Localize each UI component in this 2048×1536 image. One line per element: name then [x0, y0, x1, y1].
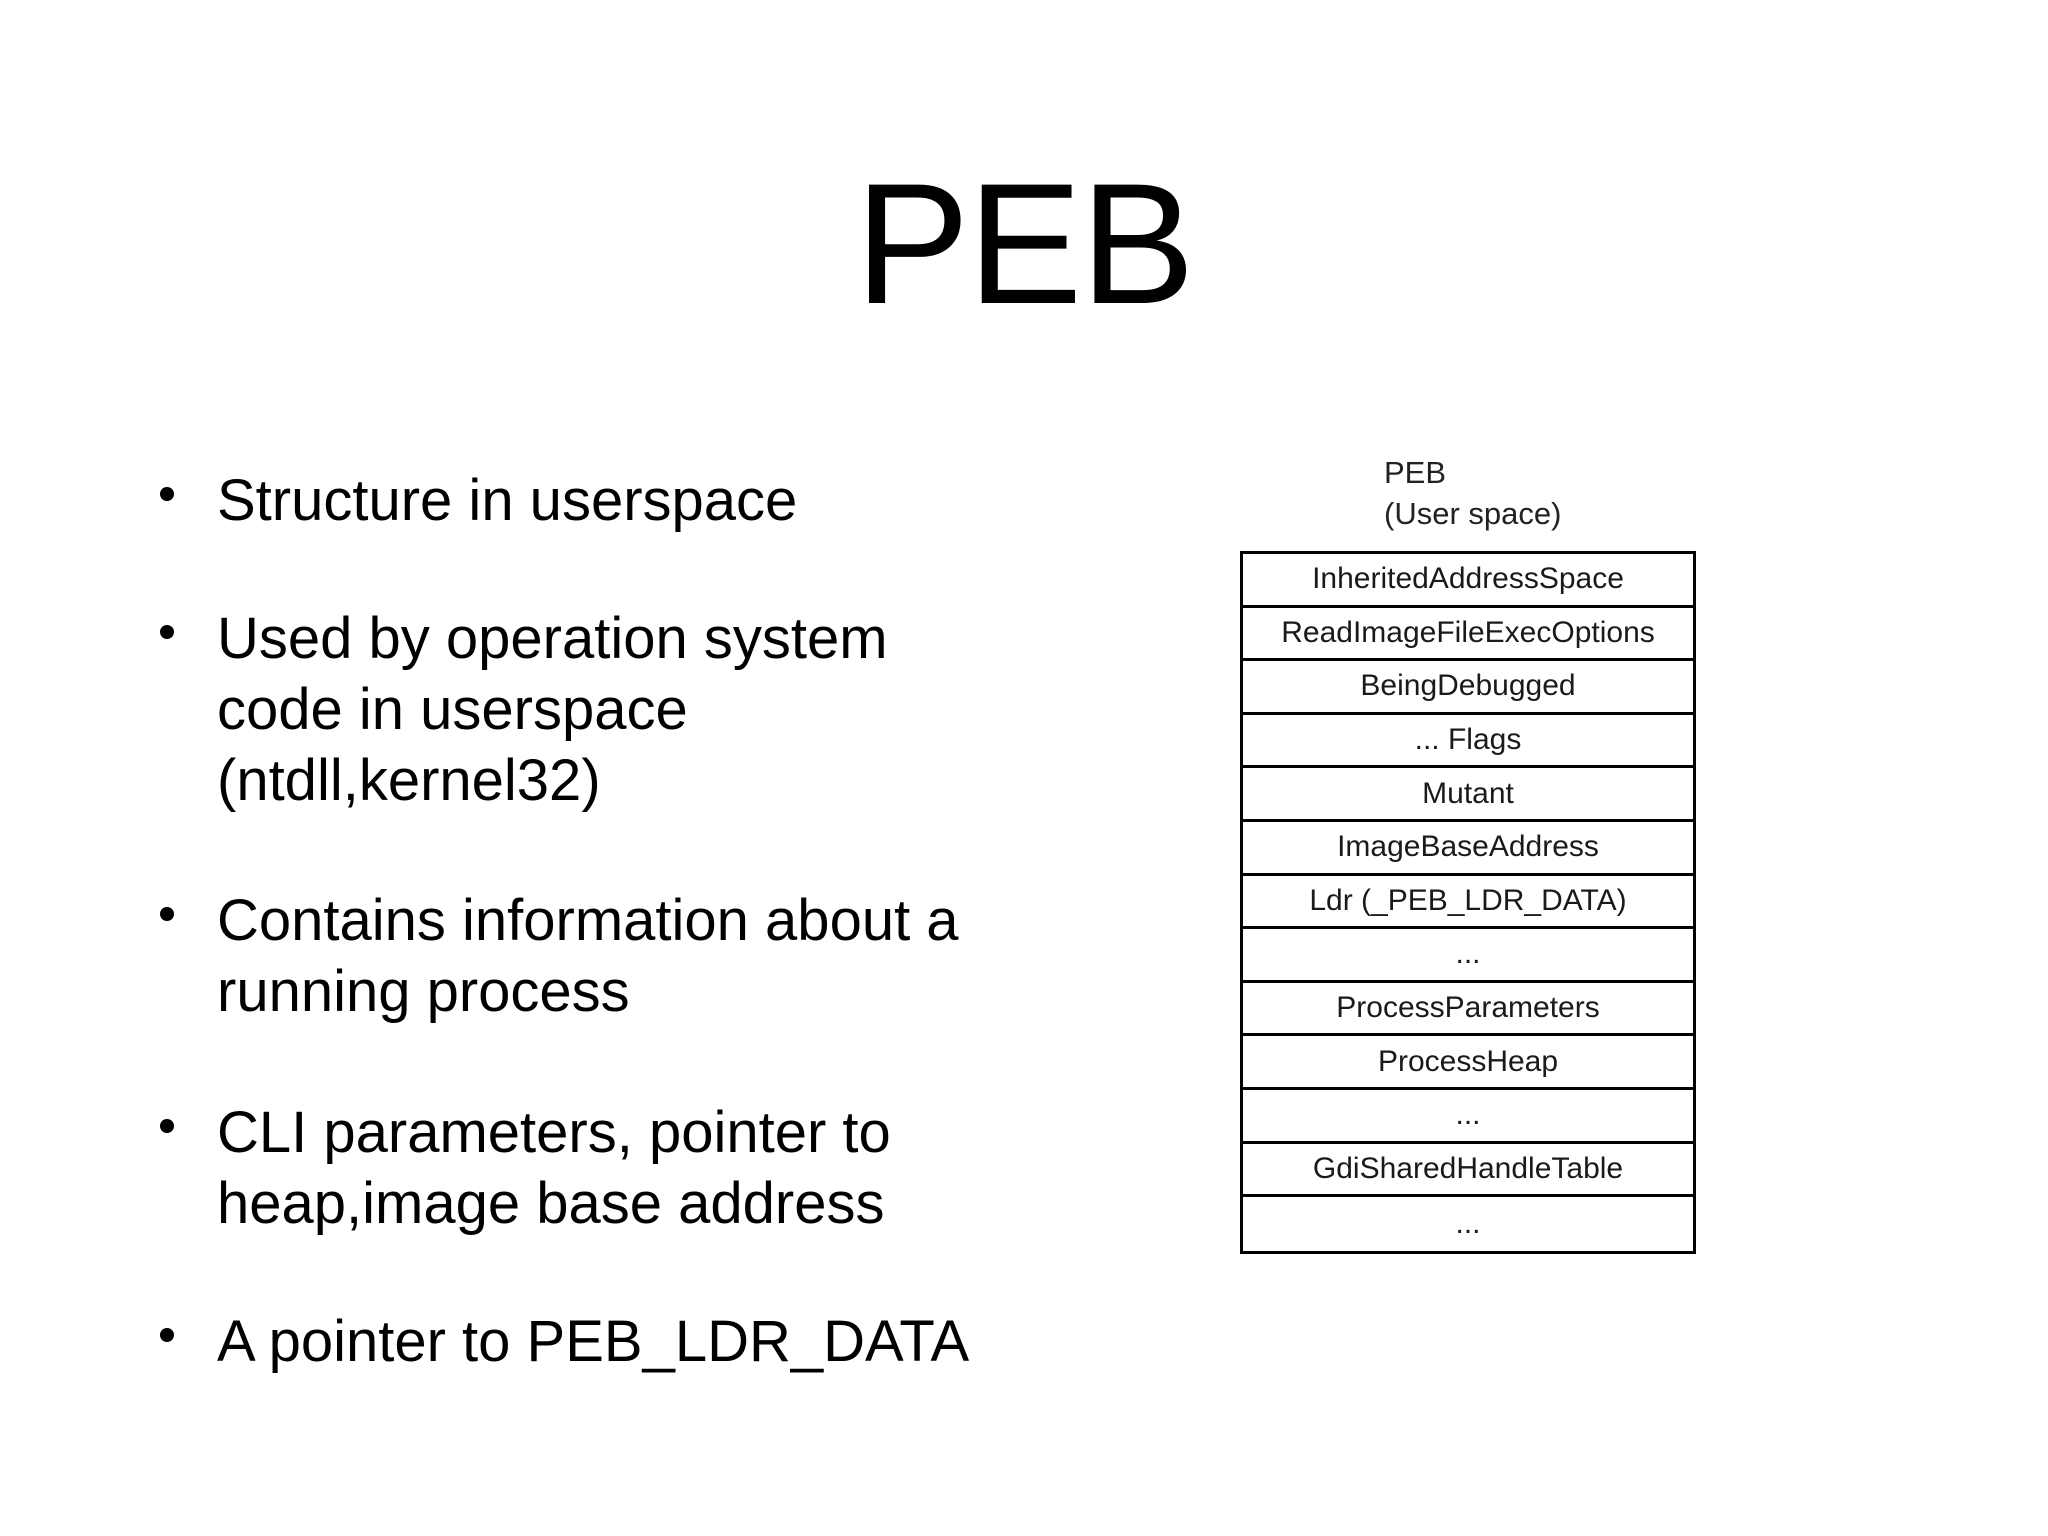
bullet-dot-icon [160, 487, 174, 501]
struct-field: ... [1455, 1206, 1481, 1240]
diagram-caption [1384, 452, 1561, 534]
bullet-text: Contains information about a running process [217, 888, 959, 1024]
bullet-text: Used by operation system code in userspace (ntdll,kernel32) [217, 606, 888, 813]
struct-field: ProcessParameters [1243, 983, 1693, 1037]
diagram-caption-subtitle: (User space) [1384, 496, 1562, 531]
struct-field: ... [1243, 1090, 1693, 1144]
bullet-dot-icon [160, 625, 174, 639]
struct-field: ProcessHeap [1243, 1036, 1693, 1090]
struct-field: Ldr (_PEB_LDR_DATA) [1243, 876, 1693, 930]
struct-field: BeingDebugged [1243, 661, 1693, 715]
bullet-dot-icon [160, 1328, 174, 1342]
bullet-text: Structure in userspace [217, 468, 798, 533]
struct-field: ReadImageFileExecOptions [1243, 608, 1693, 662]
bullet-text: A pointer to PEB_LDR_DATA [217, 1309, 970, 1374]
struct-field: Mutant [1243, 768, 1693, 822]
peb-structure-diagram [1240, 551, 1696, 1254]
struct-field: ImageBaseAddress [1243, 822, 1693, 876]
struct-field: InheritedAddressSpace [1243, 554, 1693, 608]
bullet-dot-icon [160, 907, 174, 921]
struct-field: ... [1243, 929, 1693, 983]
struct-field: GdiSharedHandleTable [1243, 1144, 1693, 1198]
diagram-caption-title: PEB [1384, 455, 1447, 490]
bullet-dot-icon [160, 1119, 174, 1133]
bullet-text: CLI parameters, pointer to heap,image base address [217, 1100, 891, 1236]
slide-title: PEB [854, 148, 1194, 340]
struct-field: ... Flags [1243, 715, 1693, 769]
